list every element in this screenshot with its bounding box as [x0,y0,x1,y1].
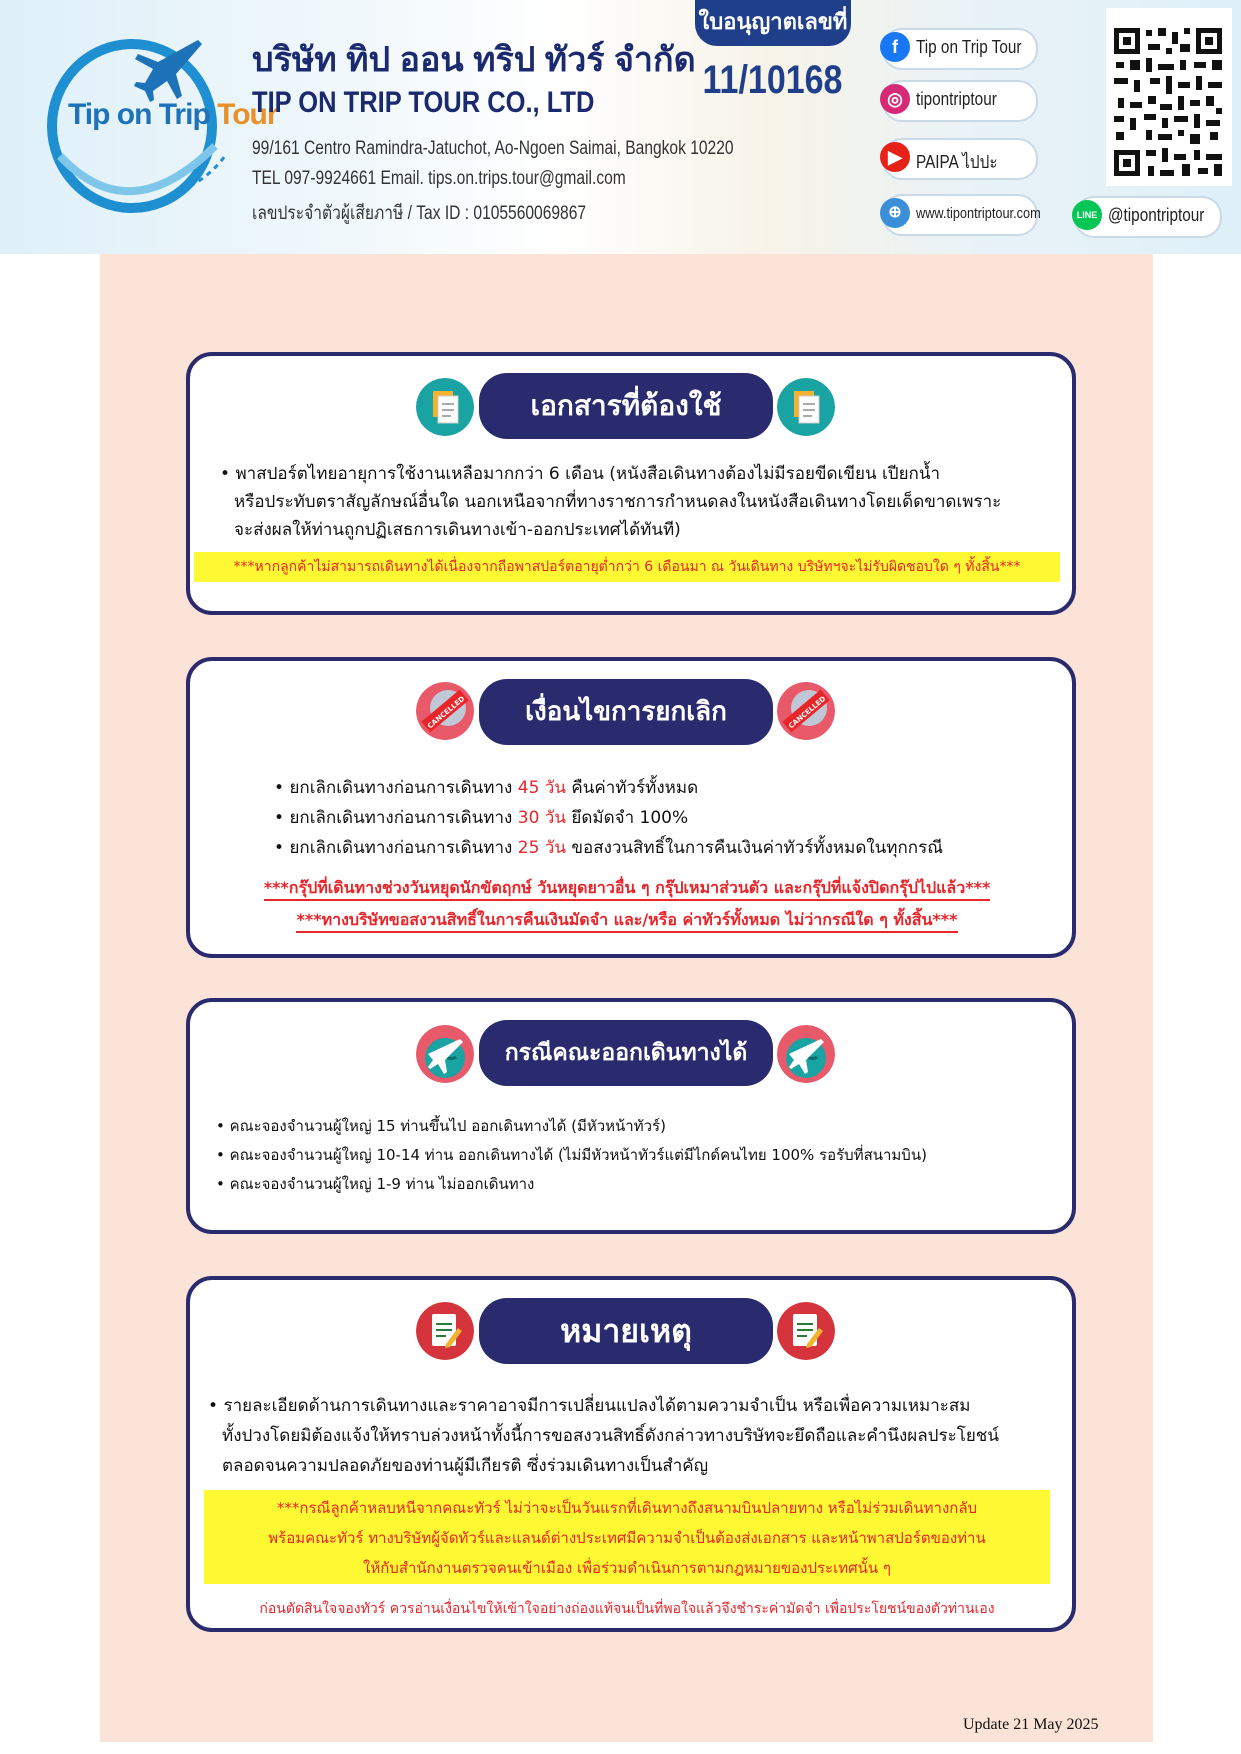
cancellation-item: • ยกเลิกเดินทางก่อนการเดินทาง 30 วัน ยึดมัดจำ 100% [274,808,689,828]
company-contact: TEL 097-9924661 Email. tips.on.trips.tour@gmail.com [252,168,626,189]
letterhead [0,0,1241,254]
remarks-title: หมายเหตุ [479,1298,773,1364]
escape-warning-line: พร้อมคณะทัวร์ ทางบริษัทผู้จัดทัวร์และแลนด์ต่างประเทศมีความจำเป็นต้องส่งเอกสาร และหน้าพาสปอร์ตของท่าน [268,1529,986,1547]
social-line[interactable]: LINE @tipontriptour [1074,196,1222,238]
youtube-icon: ▶ [880,142,910,172]
cancellation-item: • ยกเลิกเดินทางก่อนการเดินทาง 25 วัน ขอสงวนสิทธิ์ในการคืนเงินค่าทัวร์ทั้งหมดในทุกกรณี [274,838,943,858]
departure-title: กรณีคณะออกเดินทางได้ [479,1020,773,1086]
svg-text:CANCELLED: CANCELLED [787,694,828,731]
remarks-text-line: ตลอดจนความปลอดภัยของท่านผู้มีเกียรติ ซึ่งร่วมเดินทางเป็นสำคัญ [222,1456,709,1476]
svg-text:CANCELLED: CANCELLED [426,694,467,731]
company-tax-id: เลขประจำตัวผู้เสียภาษี / Tax ID : 0105560069867 [252,203,587,224]
company-name-thai: บริษัท ทิป ออน ทริป ทัวร์ จำกัด [252,41,696,79]
cancellation-title: เงื่อนไขการยกเลิก [479,679,773,745]
social-facebook[interactable]: f Tip on Trip Tour [882,28,1038,70]
license-label: ใบอนุญาตเลขที่ [695,0,851,46]
escape-warning-line: ให้กับสำนักงานตรวจคนเข้าเมือง เพื่อร่วมดำเนินการตามกฎหมายของประเทศนั้น ๆ [363,1559,891,1577]
social-youtube[interactable]: ▶ PAIPA ไปปะ [882,138,1038,180]
airplane-globe-icon [777,1025,835,1083]
social-website[interactable]: ⊕ www.tipontriptour.com [882,194,1038,236]
departure-item: • คณะจองจำนวนผู้ใหญ่ 15 ท่านขึ้นไป ออกเดินทางได้ (มีหัวหน้าทัวร์) [216,1117,666,1135]
license-number: 11/10168 [702,58,843,102]
notepad-icon [416,1302,474,1360]
passport-warning: ***หากลูกค้าไม่สามารถเดินทางได้เนื่องจากถือพาสปอร์ตอายุต่ำกว่า 6 เดือนมา ณ วันเดินทาง บริษัทฯจะไม่รับผิดชอบใด ๆ ทั้งสิ้น*** [194,552,1060,582]
logo-wordmark: Tip on Trip Tour [68,98,278,131]
document-icon [416,378,474,436]
company-address: 99/161 Centro Ramindra-Jatuchot, Ao-Ngoen Saimai, Bangkok 10220 [252,138,734,159]
booking-advice: ก่อนตัดสินใจจองทัวร์ ควรอ่านเงื่อนไขให้เข้าใจอย่างถ่องแท้จนเป็นที่พอใจแล้วจึงชำระค่ามัดจำ เพื่อประโยชน์ของตัวท่านเอง [259,1601,995,1617]
cancellation-note-holiday: ***กรุ๊ปที่เดินทางช่วงวันหยุดนักขัตฤกษ์ วันหยุดยาวอื่น ๆ กรุ๊ปเหมาส่วนตัว และกรุ๊ปที่แจ้งปิดกรุ๊ปไปแล้ว*** [200,876,1054,901]
update-date: Update 21 May 2025 [963,1716,1099,1733]
escape-warning-line: ***กรณีลูกค้าหลบหนีจากคณะทัวร์ ไม่ว่าจะเป็นวันแรกที่เดินทางถึงสนามบินปลายทาง หรือไม่ร่วมเดินทางกลับ [276,1499,978,1517]
qr-code [1106,8,1232,186]
airplane-globe-icon [416,1025,474,1083]
documents-title: เอกสารที่ต้องใช้ [479,373,773,439]
remarks-text-line: • รายละเอียดด้านการเดินทางและราคาอาจมีการเปลี่ยนแปลงได้ตามความจำเป็น หรือเพื่อความเหมาะสม [208,1396,971,1416]
facebook-icon: f [880,32,910,62]
cancellation-note-refund: ***ทางบริษัทขอสงวนสิทธิ์ในการคืนเงินมัดจำ และ/หรือ ค่าทัวร์ทั้งหมด ไม่ว่ากรณีใด ๆ ทั้งสิ้น*** [200,908,1054,933]
remarks-text-line: ทั้งปวงโดยมิต้องแจ้งให้ทราบล่วงหน้าทั้งนี้การขอสงวนสิทธิ์ดังกล่าวทางบริษัทจะยึดถือและคำนึงผลประโยชน์ [222,1426,999,1446]
departure-item: • คณะจองจำนวนผู้ใหญ่ 1-9 ท่าน ไม่ออกเดินทาง [216,1175,535,1193]
documents-text-line: หรือประทับตราสัญลักษณ์อื่นใด นอกเหนือจากที่ทางราชการกำหนดลงในหนังสือเดินทางโดยเด็ดขาดเพราะ [234,492,1002,512]
documents-text-line: • พาสปอร์ตไทยอายุการใช้งานเหลือมากกว่า 6 เดือน (หนังสือเดินทางต้องไม่มีรอยขีดเขียน เปียกน้ำ [220,464,941,484]
social-instagram[interactable]: ◎ tipontriptour [882,80,1038,122]
cancelled-stamp-icon [777,682,835,740]
company-name-english: TIP ON TRIP TOUR CO., LTD [252,86,595,119]
departure-item: • คณะจองจำนวนผู้ใหญ่ 10-14 ท่าน ออกเดินทางได้ (ไม่มีหัวหน้าทัวร์แต่มีไกด์คนไทย 100% รอรับที่สนามบิน) [216,1146,927,1164]
line-icon: LINE [1072,200,1102,230]
document-icon [777,378,835,436]
cancelled-stamp-icon [416,682,474,740]
notepad-icon [777,1302,835,1360]
globe-icon: ⊕ [880,198,910,228]
documents-text-line: จะส่งผลให้ท่านถูกปฏิเสธการเดินทางเข้า-ออกประเทศได้ทันที) [234,520,681,540]
instagram-icon: ◎ [880,84,910,114]
cancellation-item: • ยกเลิกเดินทางก่อนการเดินทาง 45 วัน คืนค่าทัวร์ทั้งหมด [274,778,699,798]
